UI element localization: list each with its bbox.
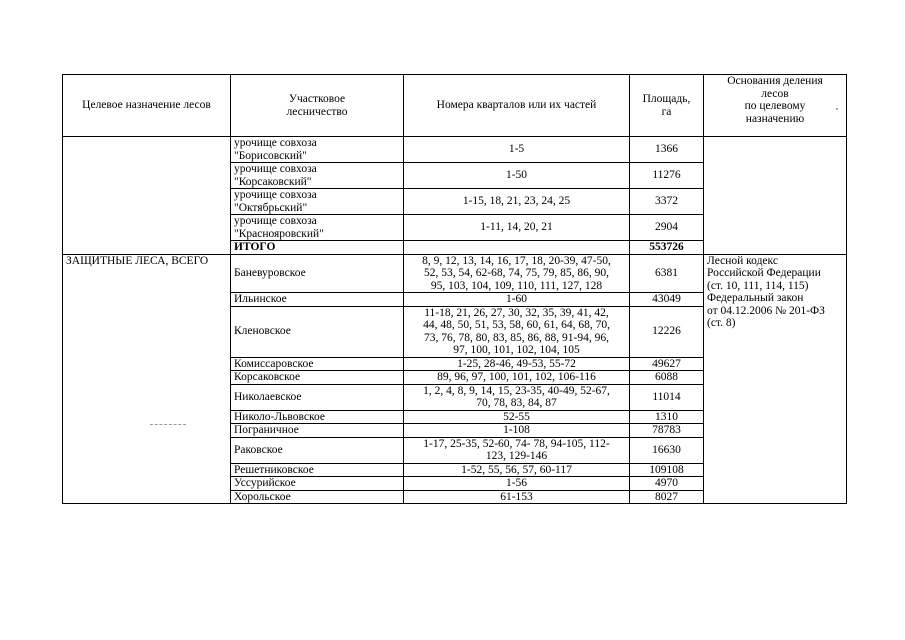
area-cell: 49627 xyxy=(630,357,704,371)
quarters-cell: 1-52, 55, 56, 57, 60-117 xyxy=(404,463,630,477)
area-cell: 78783 xyxy=(630,424,704,438)
header-basis: Основания деления лесов по целевому назначению xyxy=(704,75,847,137)
area-cell: 3372 xyxy=(630,189,704,215)
quarters-cell: 1-25, 28-46, 49-53, 55-72 xyxy=(404,357,630,371)
basis-cell-empty xyxy=(704,137,847,255)
area-cell: 16630 xyxy=(630,437,704,463)
total-area: 553726 xyxy=(630,241,704,255)
forestry-cell: Баневуровское xyxy=(231,254,404,293)
forestry-cell: урочище совхоза "Борисовский" xyxy=(231,137,404,163)
area-cell: 109108 xyxy=(630,463,704,477)
total-label: ИТОГО xyxy=(231,241,404,255)
forestry-cell: Комиссаровское xyxy=(231,357,404,371)
area-cell: 43049 xyxy=(630,293,704,307)
header-area: Площадь, га xyxy=(630,75,704,137)
quarters-cell: 1-56 xyxy=(404,477,630,491)
legal-basis-cell: Лесной кодекс Российской Федерации (ст. 10, 111, 114, 115) Федеральный закон от 04.12.2006 № 201-ФЗ (ст. 8) xyxy=(704,254,847,504)
quarters-cell: 8, 9, 12, 13, 14, 16, 17, 18, 20-39, 47-50, 52, 53, 54, 62-68, 74, 75, 79, 85, 86, 90, 95, 103, 104, 109, 110, 111, 127, 128 xyxy=(404,254,630,293)
forestry-cell: урочище совхоза "Краснояровский" xyxy=(231,215,404,241)
area-cell: 6381 xyxy=(630,254,704,293)
forestry-cell: Уссурийское xyxy=(231,477,404,491)
quarters-cell: 1-11, 14, 20, 21 xyxy=(404,215,630,241)
quarters-cell: 1-50 xyxy=(404,163,630,189)
scan-artifact-dot xyxy=(836,108,838,110)
forestry-cell: урочище совхоза "Октябрьский" xyxy=(231,189,404,215)
forestry-cell: урочище совхоза "Корсаковский" xyxy=(231,163,404,189)
quarters-cell: 1, 2, 4, 8, 9, 14, 15, 23-35, 40-49, 52-67, 70, 78, 83, 84, 87 xyxy=(404,384,630,410)
forestry-cell: Ильинское xyxy=(231,293,404,307)
quarters-cell: 1-17, 25-35, 52-60, 74- 78, 94-105, 112- 123, 129-146 xyxy=(404,437,630,463)
header-forestry: Участковое лесничество xyxy=(231,75,404,137)
quarters-cell: 11-18, 21, 26, 27, 30, 32, 35, 39, 41, 42, 44, 48, 50, 51, 53, 58, 60, 61, 64, 68, 70, 73, 76, 78, 80, 83, 85, 86, 88, 91-94, 96, 97, 100, 101, 102, 104, 105 xyxy=(404,306,630,357)
forestry-cell: Корсаковское xyxy=(231,371,404,385)
quarters-cell: 89, 96, 97, 100, 101, 102, 106-116 xyxy=(404,371,630,385)
forestry-cell: Кленовское xyxy=(231,306,404,357)
area-cell: 12226 xyxy=(630,306,704,357)
forestry-cell: Николо-Львовское xyxy=(231,410,404,424)
scan-artifact-dash xyxy=(150,424,186,425)
area-cell: 8027 xyxy=(630,490,704,504)
table-row xyxy=(63,137,847,163)
quarters-cell: 52-55 xyxy=(404,410,630,424)
area-cell: 4970 xyxy=(630,477,704,491)
header-purpose: Целевое назначение лесов xyxy=(63,75,231,137)
area-cell: 6088 xyxy=(630,371,704,385)
protective-forests-title: ЗАЩИТНЫЕ ЛЕСА, ВСЕГО xyxy=(63,254,231,504)
header-quarters: Номера кварталов или их частей xyxy=(404,75,630,137)
area-cell: 2904 xyxy=(630,215,704,241)
area-cell: 11014 xyxy=(630,384,704,410)
forestry-cell: Решетниковское xyxy=(231,463,404,477)
area-cell: 11276 xyxy=(630,163,704,189)
quarters-cell: 1-5 xyxy=(404,137,630,163)
forestry-cell: Николаевское xyxy=(231,384,404,410)
quarters-cell-empty xyxy=(404,241,630,255)
area-cell: 1366 xyxy=(630,137,704,163)
forestry-cell: Раковское xyxy=(231,437,404,463)
forestry-cell: Хорольское xyxy=(231,490,404,504)
forestry-cell: Пограничное xyxy=(231,424,404,438)
purpose-cell-empty xyxy=(63,137,231,255)
quarters-cell: 61-153 xyxy=(404,490,630,504)
quarters-cell: 1-15, 18, 21, 23, 24, 25 xyxy=(404,189,630,215)
area-cell: 1310 xyxy=(630,410,704,424)
table-header-row xyxy=(63,75,847,137)
quarters-cell: 1-108 xyxy=(404,424,630,438)
forest-purpose-table xyxy=(62,74,847,504)
table-row xyxy=(63,254,847,293)
quarters-cell: 1-60 xyxy=(404,293,630,307)
